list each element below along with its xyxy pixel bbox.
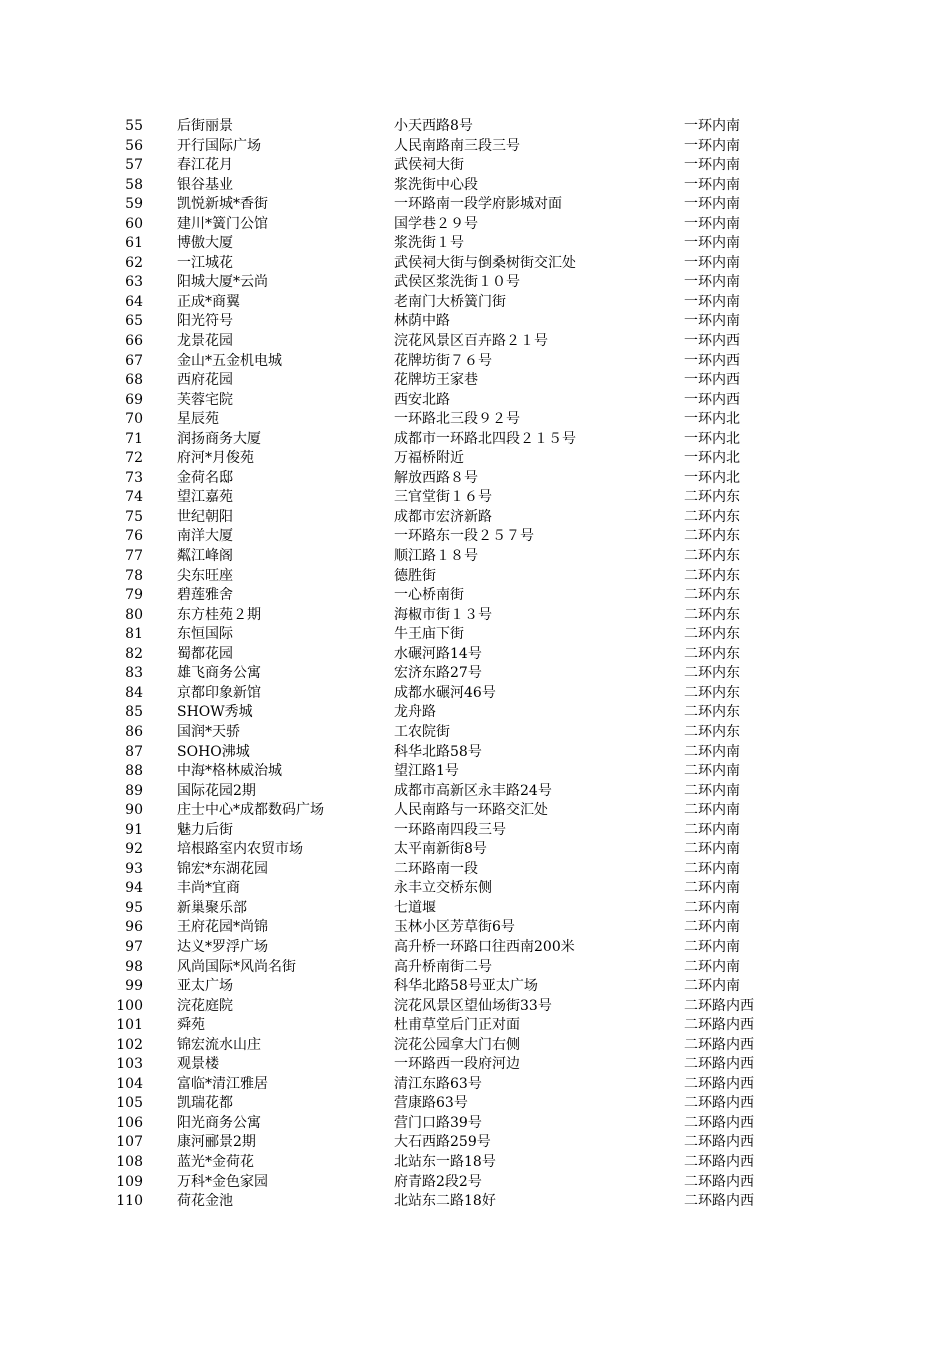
row-number: 55 <box>125 118 143 134</box>
ring-zone: 二环路内西 <box>684 1193 754 1210</box>
property-name: 观景楼 <box>177 1056 219 1073</box>
ring-zone: 二环路内西 <box>684 1017 754 1034</box>
property-name: 后街丽景 <box>177 118 233 134</box>
ring-zone: 一环内北 <box>684 469 740 486</box>
property-name: 世纪朝阳 <box>177 508 233 525</box>
row-number: 91 <box>125 821 143 838</box>
row-number: 81 <box>125 626 143 643</box>
row-number: 92 <box>125 841 143 858</box>
property-address: 武侯祠大街 <box>394 157 464 174</box>
row-number: 74 <box>125 489 143 506</box>
table-row <box>0 1036 950 1056</box>
row-number: 103 <box>116 1056 143 1073</box>
row-number: 80 <box>125 606 143 623</box>
property-name: 庄士中心*成都数码广场 <box>177 802 324 819</box>
property-name: 博傲大厦 <box>177 235 233 252</box>
row-number: 72 <box>125 450 143 467</box>
ring-zone: 二环路内西 <box>684 1075 754 1092</box>
row-number: 67 <box>125 352 143 369</box>
property-name: 望江嘉苑 <box>177 489 233 506</box>
row-number: 93 <box>125 860 143 877</box>
table-row <box>0 156 950 176</box>
property-address: 成都市高新区永丰路24号 <box>394 782 552 799</box>
property-address: 营康路63号 <box>394 1095 468 1112</box>
property-address: 人民南路南三段三号 <box>394 137 520 154</box>
row-number: 59 <box>125 196 143 213</box>
property-address: 西安北路 <box>394 391 450 408</box>
table-row <box>0 176 950 196</box>
property-name: 星辰苑 <box>177 411 219 428</box>
table-row <box>0 312 950 332</box>
table-row <box>0 352 950 372</box>
ring-zone: 一环内南 <box>684 118 740 134</box>
ring-zone: 二环内东 <box>684 606 740 623</box>
table-row <box>0 840 950 860</box>
table-row <box>0 606 950 626</box>
table-row <box>0 1075 950 1095</box>
row-number: 75 <box>125 508 143 525</box>
property-name: 龙景花园 <box>177 333 233 350</box>
row-number: 84 <box>125 684 143 701</box>
table-row <box>0 430 950 450</box>
ring-zone: 一环内南 <box>684 176 740 193</box>
property-name: 新巢聚乐部 <box>177 899 247 916</box>
property-address: 府青路2段2号 <box>394 1173 482 1190</box>
ring-zone: 二环内东 <box>684 548 740 565</box>
property-address: 老南门大桥簧门街 <box>394 293 506 310</box>
row-number: 61 <box>125 235 143 252</box>
ring-zone: 二环内东 <box>684 626 740 643</box>
property-name: 正成*商翼 <box>177 293 240 310</box>
ring-zone: 二环路内西 <box>684 1095 754 1112</box>
ring-zone: 一环内西 <box>684 352 740 369</box>
row-number: 69 <box>125 391 143 408</box>
table-row <box>0 1016 950 1036</box>
ring-zone: 二环内南 <box>684 841 740 858</box>
ring-zone: 二环路内西 <box>684 1056 754 1073</box>
property-address: 高升桥一环路口往西南200米 <box>394 938 575 955</box>
property-name: 凯瑞花都 <box>177 1095 233 1112</box>
table-row <box>0 1192 950 1212</box>
property-name: 芙蓉宅院 <box>177 391 233 408</box>
ring-zone: 二环内东 <box>684 567 740 584</box>
table-row <box>0 879 950 899</box>
property-address: 德胜街 <box>394 567 436 584</box>
row-number: 83 <box>125 665 143 682</box>
ring-zone: 二环内南 <box>684 782 740 799</box>
ring-zone: 二环内南 <box>684 743 740 760</box>
ring-zone: 一环内西 <box>684 372 740 389</box>
ring-zone: 二环内东 <box>684 704 740 721</box>
property-name: 魅力后街 <box>177 821 233 838</box>
ring-zone: 一环内南 <box>684 196 740 213</box>
row-number: 79 <box>125 587 143 604</box>
table-row <box>0 625 950 645</box>
ring-zone: 一环内南 <box>684 215 740 232</box>
ring-zone: 一环内南 <box>684 313 740 330</box>
table-row <box>0 195 950 215</box>
ring-zone: 二环路内西 <box>684 1036 754 1053</box>
row-number: 90 <box>125 802 143 819</box>
ring-zone: 一环内南 <box>684 235 740 252</box>
property-name: 凯悦新城*香街 <box>177 196 268 213</box>
table-row <box>0 1133 950 1153</box>
ring-zone: 一环内南 <box>684 254 740 271</box>
table-row <box>0 938 950 958</box>
property-address: 武侯区浆洗街１０号 <box>394 274 520 291</box>
row-number: 108 <box>116 1153 143 1170</box>
ring-zone: 二环内南 <box>684 763 740 780</box>
row-number: 70 <box>125 411 143 428</box>
row-number: 66 <box>125 333 143 350</box>
table-row <box>0 1153 950 1173</box>
row-number: 57 <box>125 157 143 174</box>
table-row <box>0 684 950 704</box>
table-row <box>0 743 950 763</box>
property-name: 风尚国际*风尚名街 <box>177 958 296 975</box>
ring-zone: 二环内东 <box>684 645 740 662</box>
ring-zone: 二环内南 <box>684 919 740 936</box>
table-row <box>0 899 950 919</box>
ring-zone: 二环内南 <box>684 958 740 975</box>
row-number: 64 <box>125 293 143 310</box>
row-number: 88 <box>125 763 143 780</box>
property-name: 舜苑 <box>177 1017 205 1034</box>
row-number: 82 <box>125 645 143 662</box>
property-name: 银谷基业 <box>177 176 233 193</box>
property-address: 一环路南一段学府影城对面 <box>394 196 562 213</box>
ring-zone: 一环内南 <box>684 137 740 154</box>
property-address: 浣花风景区百卉路２１号 <box>394 333 548 350</box>
property-name: 国际花园2期 <box>177 782 256 799</box>
property-name: 粼江峰阁 <box>177 548 233 565</box>
row-number: 68 <box>125 372 143 389</box>
table-row <box>0 723 950 743</box>
ring-zone: 二环内东 <box>684 665 740 682</box>
ring-zone: 二环路内西 <box>684 1134 754 1151</box>
row-number: 106 <box>116 1114 143 1131</box>
ring-zone: 二环路内西 <box>684 1153 754 1170</box>
ring-zone: 一环内北 <box>684 411 740 428</box>
property-name: 中海*格林威治城 <box>177 763 282 780</box>
property-name: 王府花园*尚锦 <box>177 919 268 936</box>
table-row <box>0 1114 950 1134</box>
table-row <box>0 469 950 489</box>
table-row <box>0 254 950 274</box>
ring-zone: 二环内南 <box>684 978 740 995</box>
property-name: 东恒国际 <box>177 626 233 643</box>
row-number: 71 <box>125 430 143 447</box>
row-number: 99 <box>125 978 143 995</box>
property-address: 一心桥南街 <box>394 587 464 604</box>
property-name: 康河郦景2期 <box>177 1134 256 1151</box>
table-row <box>0 782 950 802</box>
ring-zone: 二环内东 <box>684 528 740 545</box>
property-address: 万福桥附近 <box>394 450 464 467</box>
table-row <box>0 860 950 880</box>
row-number: 73 <box>125 469 143 486</box>
row-number: 96 <box>125 919 143 936</box>
ring-zone: 二环内东 <box>684 587 740 604</box>
property-address: 北站东二路18好 <box>394 1193 496 1210</box>
ring-zone: 二环内南 <box>684 802 740 819</box>
table-row <box>0 273 950 293</box>
property-address: 一环路西一段府河边 <box>394 1056 520 1073</box>
ring-zone: 一环内北 <box>684 450 740 467</box>
table-row <box>0 1094 950 1114</box>
property-name: 西府花园 <box>177 372 233 389</box>
row-number: 109 <box>116 1173 143 1190</box>
table-row <box>0 664 950 684</box>
row-number: 65 <box>125 313 143 330</box>
property-address: 七道堰 <box>394 899 436 916</box>
property-address: 成都水碾河46号 <box>394 684 496 701</box>
row-number: 78 <box>125 567 143 584</box>
property-address: 一环路南四段三号 <box>394 821 506 838</box>
ring-zone: 一环内南 <box>684 293 740 310</box>
property-address: 北站东一路18号 <box>394 1153 496 1170</box>
property-name: 金山*五金机电城 <box>177 352 282 369</box>
property-address: 浆洗街中心段 <box>394 176 478 193</box>
ring-zone: 二环内南 <box>684 938 740 955</box>
property-name: 锦宏流水山庄 <box>177 1036 261 1053</box>
property-address: 顺江路１８号 <box>394 548 478 565</box>
property-address: 浣花风景区望仙场街33号 <box>394 997 552 1014</box>
property-name: 国润*天骄 <box>177 723 240 740</box>
property-address: 科华北路58号亚太广场 <box>394 978 538 995</box>
property-address: 武侯祠大街与倒桑树街交汇处 <box>394 254 576 271</box>
table-row <box>0 547 950 567</box>
property-address: 人民南路与一环路交汇处 <box>394 802 548 819</box>
row-number: 102 <box>116 1036 143 1053</box>
property-address: 一环路东一段２５７号 <box>394 528 534 545</box>
table-row <box>0 215 950 235</box>
table-row <box>0 137 950 157</box>
row-number: 105 <box>116 1095 143 1112</box>
property-address: 太平南新街8号 <box>394 841 487 858</box>
property-address: 花牌坊王家巷 <box>394 372 478 389</box>
table-row <box>0 488 950 508</box>
property-address: 杜甫草堂后门正对面 <box>394 1017 520 1034</box>
property-address: 成都市一环路北四段２１５号 <box>394 430 576 447</box>
property-address: 浣花公园拿大门右侧 <box>394 1036 520 1053</box>
property-address: 一环路北三段９２号 <box>394 411 520 428</box>
table-row <box>0 586 950 606</box>
row-number: 94 <box>125 880 143 897</box>
property-name: SOHO沸城 <box>177 743 250 760</box>
property-address: 水碾河路14号 <box>394 645 482 662</box>
property-name: 润扬商务大厦 <box>177 430 261 447</box>
row-number: 104 <box>116 1075 143 1092</box>
property-address: 小天西路8号 <box>394 118 473 134</box>
property-name: 亚太广场 <box>177 978 233 995</box>
ring-zone: 二环路内西 <box>684 997 754 1014</box>
property-name: SHOW秀城 <box>177 704 253 721</box>
property-name: 府河*月俊苑 <box>177 450 254 467</box>
ring-zone: 二环内南 <box>684 860 740 877</box>
property-name: 尖东旺座 <box>177 567 233 584</box>
property-address: 龙舟路 <box>394 704 436 721</box>
property-name: 雄飞商务公寓 <box>177 665 261 682</box>
row-number: 89 <box>125 782 143 799</box>
property-address: 清江东路63号 <box>394 1075 482 1092</box>
property-name: 蜀都花园 <box>177 645 233 662</box>
property-address: 科华北路58号 <box>394 743 482 760</box>
table-row <box>0 801 950 821</box>
ring-zone: 二环内南 <box>684 821 740 838</box>
table-row <box>0 371 950 391</box>
table-row <box>0 293 950 313</box>
property-address: 林荫中路 <box>394 313 450 330</box>
ring-zone: 二环内东 <box>684 508 740 525</box>
ring-zone: 一环内西 <box>684 333 740 350</box>
row-number: 98 <box>125 958 143 975</box>
property-name: 南洋大厦 <box>177 528 233 545</box>
ring-zone: 一环内北 <box>684 430 740 447</box>
row-number: 58 <box>125 176 143 193</box>
row-number: 101 <box>116 1017 143 1034</box>
table-row <box>0 508 950 528</box>
table-row <box>0 918 950 938</box>
property-name: 阳光商务公寓 <box>177 1114 261 1131</box>
property-address: 浆洗街１号 <box>394 235 464 252</box>
ring-zone: 二环内东 <box>684 723 740 740</box>
property-address: 工农院街 <box>394 723 450 740</box>
ring-zone: 一环内南 <box>684 157 740 174</box>
property-address: 三官堂街１６号 <box>394 489 492 506</box>
table-row <box>0 527 950 547</box>
property-name: 荷花金池 <box>177 1193 233 1210</box>
property-address: 成都市宏济新路 <box>394 508 492 525</box>
row-number: 110 <box>116 1193 143 1210</box>
ring-zone: 二环内东 <box>684 489 740 506</box>
row-number: 100 <box>116 997 143 1014</box>
table-row <box>0 234 950 254</box>
property-address: 高升桥南街二号 <box>394 958 492 975</box>
property-table <box>0 117 950 1212</box>
ring-zone: 二环内东 <box>684 684 740 701</box>
property-address: 玉林小区芳草街6号 <box>394 919 515 936</box>
property-address: 营门口路39号 <box>394 1114 482 1131</box>
property-name: 达义*罗浮广场 <box>177 938 268 955</box>
row-number: 97 <box>125 938 143 955</box>
property-address: 国学巷２９号 <box>394 215 478 232</box>
row-number: 85 <box>125 704 143 721</box>
table-row <box>0 821 950 841</box>
property-address: 二环路南一段 <box>394 860 478 877</box>
table-row <box>0 1055 950 1075</box>
table-row <box>0 762 950 782</box>
row-number: 87 <box>125 743 143 760</box>
table-row <box>0 645 950 665</box>
property-address: 望江路1号 <box>394 763 459 780</box>
property-name: 金荷名邸 <box>177 469 233 486</box>
property-address: 永丰立交桥东侧 <box>394 880 492 897</box>
property-address: 大石西路259号 <box>394 1134 491 1151</box>
property-name: 阳城大厦*云尚 <box>177 274 268 291</box>
row-number: 56 <box>125 137 143 154</box>
row-number: 95 <box>125 899 143 916</box>
property-name: 锦宏*东湖花园 <box>177 860 268 877</box>
table-row <box>0 117 950 137</box>
property-name: 京都印象新馆 <box>177 684 261 701</box>
property-name: 一江城花 <box>177 254 233 271</box>
property-address: 海椒市街１３号 <box>394 606 492 623</box>
property-name: 东方桂苑２期 <box>177 606 261 623</box>
ring-zone: 一环内南 <box>684 274 740 291</box>
property-name: 富临*清江雅居 <box>177 1075 268 1092</box>
property-name: 建川*簧门公馆 <box>177 215 268 232</box>
property-name: 培根路室内农贸市场 <box>177 841 303 858</box>
property-name: 碧莲雅舍 <box>177 587 233 604</box>
property-address: 解放西路８号 <box>394 469 478 486</box>
row-number: 62 <box>125 254 143 271</box>
property-name: 蓝光*金荷花 <box>177 1153 254 1170</box>
table-row <box>0 997 950 1017</box>
table-row <box>0 410 950 430</box>
table-row <box>0 332 950 352</box>
ring-zone: 二环内南 <box>684 899 740 916</box>
table-row <box>0 958 950 978</box>
table-row <box>0 449 950 469</box>
property-address: 牛王庙下街 <box>394 626 464 643</box>
row-number: 77 <box>125 548 143 565</box>
row-number: 86 <box>125 723 143 740</box>
row-number: 107 <box>116 1134 143 1151</box>
ring-zone: 二环路内西 <box>684 1114 754 1131</box>
table-row <box>0 1173 950 1193</box>
property-name: 春江花月 <box>177 157 233 174</box>
table-row <box>0 977 950 997</box>
row-number: 60 <box>125 215 143 232</box>
property-name: 万科*金色家园 <box>177 1173 268 1190</box>
property-name: 阳光符号 <box>177 313 233 330</box>
property-address: 宏济东路27号 <box>394 665 482 682</box>
property-name: 开行国际广场 <box>177 137 261 154</box>
ring-zone: 一环内西 <box>684 391 740 408</box>
ring-zone: 二环内南 <box>684 880 740 897</box>
row-number: 63 <box>125 274 143 291</box>
property-address: 花牌坊街７６号 <box>394 352 492 369</box>
ring-zone: 二环路内西 <box>684 1173 754 1190</box>
row-number: 76 <box>125 528 143 545</box>
table-row <box>0 567 950 587</box>
table-row <box>0 391 950 411</box>
property-name: 浣花庭院 <box>177 997 233 1014</box>
property-name: 丰尚*宜商 <box>177 880 240 897</box>
table-row <box>0 703 950 723</box>
